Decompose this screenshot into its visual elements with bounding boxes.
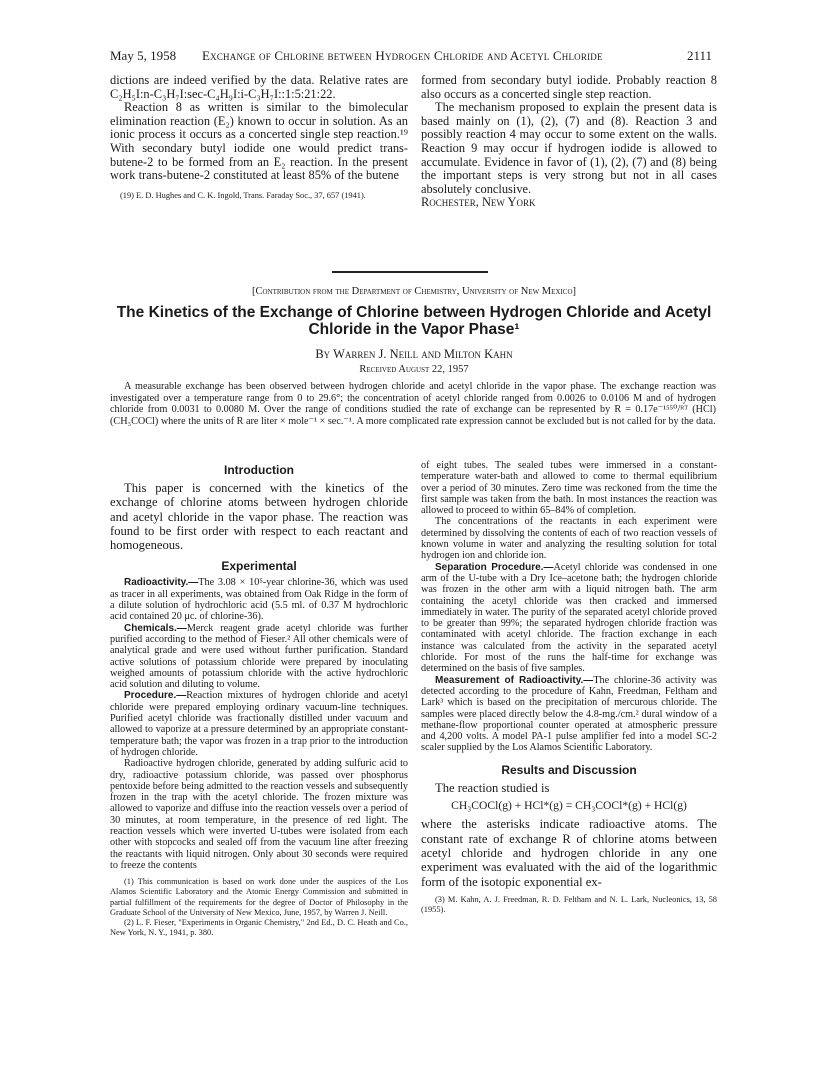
footnote-2: (2) L. F. Fieser, "Experiments in Organic Chemistry," 2nd Ed., D. C. Heath and Co., New York, N. Y., 1941, p. 380.: [110, 918, 408, 938]
article-separator-rule: [332, 271, 488, 273]
exchange-equation: CH₃COCl(g) + HCl*(g) = CH₃COCl*(g) + HCl(g): [451, 799, 687, 813]
introduction-paragraph: This paper is concerned with the kinetics of the exchange of chlorine atoms between hydrogen chloride and acetyl chloride in the vapor phase. The reaction was found to be first order with respect to each reactant and homogeneous.: [110, 481, 408, 553]
footnote-1: (1) This communication is based on work done under the auspices of the Los Alamos Scientific Laboratory and the Atomic Energy Commission and submitted in partial fulfillment of the requirements for the degree of Doctor of Philosophy in the Graduate School of the University of New Mexico, June, 1957, by Warren J. Neill.: [110, 877, 408, 917]
procedure-run-in-head: Procedure.—: [124, 690, 187, 702]
header-running-title: Exchange of Chlorine between Hydrogen Chloride and Acetyl Chloride: [202, 48, 603, 63]
separation-paragraph: [421, 562, 717, 675]
results-paragraph-1: The reaction studied is: [435, 780, 550, 795]
article-left-column: [110, 460, 408, 938]
header-page-number: 2111: [686, 48, 712, 63]
prev-right-paragraph-1: formed from secondary butyl iodide. Probably reaction 8 also occurs as a concerted single step reaction.: [421, 73, 717, 101]
radioactivity-paragraph: [110, 577, 408, 622]
contribution-line: [Contribution from the Department of Chemistry, University of New Mexico]: [251, 286, 577, 297]
measurement-paragraph: [421, 675, 717, 754]
introduction-heading: Introduction: [224, 463, 294, 477]
radioactivity-run-in-head: Radioactivity.—: [124, 577, 199, 589]
prev-right-paragraph-2: The mechanism proposed to explain the present data is based mainly on (1), (2), (7) and (8). Reaction 3 and possibly reaction 4 may occur to some extent on the walls. Reaction 9 may occur if hydrogen iodide is allowed to accumulate. Evidence in favor of (1), (2), (7) and (8) being the important steps is very strong but not in all cases absolutely conclusive.: [421, 100, 717, 196]
results-paragraph-2: where the asterisks indicate radioactive atoms. The constant rate of exchange R of chlorine atoms between acetyl chloride and hydrogen chloride in any one experiment was evaluated with the aid of the logarithmic form of the isotopic exponential ex-: [421, 817, 717, 889]
procedure-text: Reaction mixtures of hydrogen chloride and acetyl chloride were prepared employing ordinary vacuum-line techniques. Purified acetyl chloride was fractionally distilled under vacuum and allowed to vaporize at a pressure determined by an appropriate constant-temperature bath; the vapor was frozen in a trap prior to the introduction of hydrogen chloride.: [110, 690, 408, 758]
prev-article-left-column: [110, 74, 408, 201]
measurement-text: The chlorine-36 activity was detected according to the procedure of Kahn, Freedman, Feltham and Lark³ which is based on the precipitation of mercurous chloride. The samples were placed directly below the 4.8-mg./cm.² dural window of a methane-flow proportional counter operated at atmospheric pressure and 4,200 volts. A model PA-1 pulse amplifier fed into a model SC-2 scaler supplied by the Los Alamos Scientific Laboratory.: [421, 674, 717, 754]
separation-run-in-head: Separation Procedure.—: [435, 561, 554, 573]
results-heading: Results and Discussion: [501, 762, 637, 777]
chemicals-text: Merck reagent grade acetyl chloride was further purified according to the method of Fieser.² All other chemicals were of analytical grade and were used without further purification. Standard active solutions of potassium chloride were prepared by inoculating weighed amounts of potassium chloride with the active hydrochloric acid solution and diluting to volume.: [110, 622, 408, 691]
experimental-heading: Experimental: [221, 559, 297, 574]
measurement-run-in-head: Measurement of Radioactivity.—: [435, 674, 594, 686]
right-paragraph-2: The concentrations of the reactants in each experiment were determined by dissolving the contents of each of two reaction vessels of known volume in water and analyzing the resulting solution for total hydrogen ion and chloride ion.: [421, 516, 717, 562]
procedure-paragraph: [110, 690, 408, 758]
chemicals-run-in-head: Chemicals.—: [124, 622, 187, 634]
prev-article-location: Rochester, New York: [421, 195, 536, 210]
received-date: Received August 22, 1957: [359, 364, 469, 375]
article-authors: By Warren J. Neill and Milton Kahn: [315, 347, 513, 361]
article-title: The Kinetics of the Exchange of Chlorine between Hydrogen Chloride and Acetyl Chloride in the Vapor Phase¹: [116, 304, 712, 338]
article-right-column: [421, 460, 717, 915]
header-date: May 5, 1958: [110, 48, 177, 63]
abstract: A measurable exchange has been observed between hydrogen chloride and acetyl chloride in the vapor phase. The exchange reaction was investigated over a temperature range from 0 to 29.6°; the concentration of acetyl chloride ranged from 0.0026 to 0.0106 M and of hydrogen chloride from 0.0031 to 0.0080 M. Over the range of conditions studied the rate of exchange can be represented by R = 0.17e⁻¹⁵⁵⁰/ᴿᵀ (HCl) (CH₃COCl) where the units of R are liter × mole⁻¹ × sec.⁻¹. A more complicated rate expression cannot be excluded but is not called for by the data.: [110, 381, 716, 427]
right-paragraph-1: of eight tubes. The sealed tubes were immersed in a constant-temperature water-bath and allowed to come to thermal equilibrium over a period of 30 minutes. Zero time was reckoned from the time the first sample was taken from the bath. In most instances the reaction was allowed to proceed to within 65–84% of completion.: [421, 460, 717, 517]
running-header: [110, 48, 712, 66]
footnote-19: (19) E. D. Hughes and C. K. Ingold, Trans. Faraday Soc., 37, 657 (1941).: [120, 190, 366, 200]
chemicals-paragraph: [110, 623, 408, 691]
prev-left-paragraph-1: dictions are indeed verified by the data. Relative rates are C₂H₅I:n-C₃H₇I:sec-C₄H₉I:i-C₃H₇I::1:5:21:22.: [110, 73, 408, 101]
footnote-3: (3) M. Kahn, A. J. Freedman, R. D. Feltham and N. L. Lark, Nucleonics, 13, 58 (1955).: [421, 894, 717, 914]
separation-text: Acetyl chloride was condensed in one arm of the U-tube with a Dry Ice–acetone bath; the hydrogen chloride was frozen in the other arm with a liquid nitrogen bath. The arm containing the acetyl chloride was then cracked and immersed immediately in water. The purity of the separated acetyl chloride proved to be greater than 99%; the separated hydrogen chloride fraction was contaminated with acetyl chloride. The fraction exchange in each instance was calculated from the activity in the separated acetyl chloride. For most of the runs the half-time for exchange was determined on the basis of five samples.: [421, 561, 718, 675]
prev-article-right-column: [421, 74, 717, 210]
prev-left-paragraph-2: Reaction 8 as written is similar to the bimolecular elimination reaction (E₂) known to occur in solution. As an ionic process it occurs as a concerted single step reaction.¹⁹ With secondary butyl iodide one would predict trans-butene-2 to be formed from an E₂ reaction. In the present work trans-butene-2 constituted at least 85% of the butene: [110, 100, 408, 183]
radioactivity-text: The 3.08 × 10⁵-year chlorine-36, which was used as tracer in all experiments, was obtained from Oak Ridge in the form of a dilute solution of hydrochloric acid (5.5 ml. of 0.37 M hydrochloric acid contained 20 μc. of chlorine-36).: [110, 577, 408, 623]
procedure-paragraph-2: Radioactive hydrogen chloride, generated by adding sulfuric acid to dry, radioactive potassium chloride, was passed over phosphorus pentoxide before being admitted to the reaction vessels and subsequently frozen in the trap with the acetyl chloride. The frozen mixture was allowed to vaporize and diffuse into the reaction vessels over a period of 30 minutes, at room temperature, in the presence of red light. The reaction vessels which were inverted U-tubes were isolated from each other with stopcocks and sealed off from the vacuum line after freezing the reactants with liquid nitrogen. Only about 30 seconds were required to freeze the contents: [110, 758, 408, 871]
